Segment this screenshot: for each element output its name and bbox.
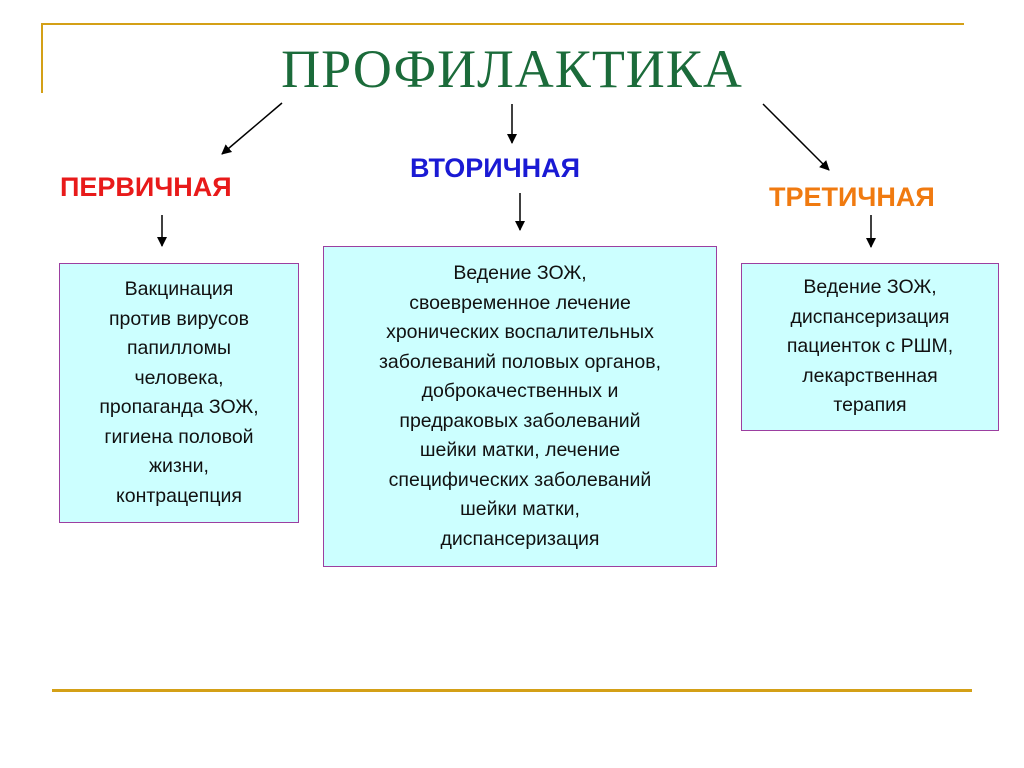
primary-prevention-box [59,263,299,523]
frame-bottom-line [52,689,972,692]
page-title: ПРОФИЛАКТИКА [281,39,743,99]
tertiary-prevention-text: Ведение ЗОЖ, диспансеризация пациенток с РШМ, лекарственная терапия [786,276,954,417]
category-secondary-label: ВТОРИЧНАЯ [410,153,581,183]
category-tertiary-label: ТРЕТИЧНАЯ [769,182,935,212]
category-primary-label: ПЕРВИЧНАЯ [60,172,232,202]
tertiary-prevention-box [741,263,999,431]
arrow-title-to-primary [222,103,282,154]
frame-top-line [43,23,964,25]
secondary-prevention-box [323,246,717,567]
secondary-prevention-text: Ведение ЗОЖ, своевременное лечение хронических воспалительных заболеваний половых органов, доброкачественных и предраковых заболеваний шейки матки, лечение специфических заболеваний шейки матки, диспансеризация [378,262,662,550]
primary-prevention-text: Вакцинация против вирусов папилломы человека, пропаганда ЗОЖ, гигиена половой жизни, контрацепция [99,278,259,507]
arrow-title-to-tertiary [763,104,829,170]
